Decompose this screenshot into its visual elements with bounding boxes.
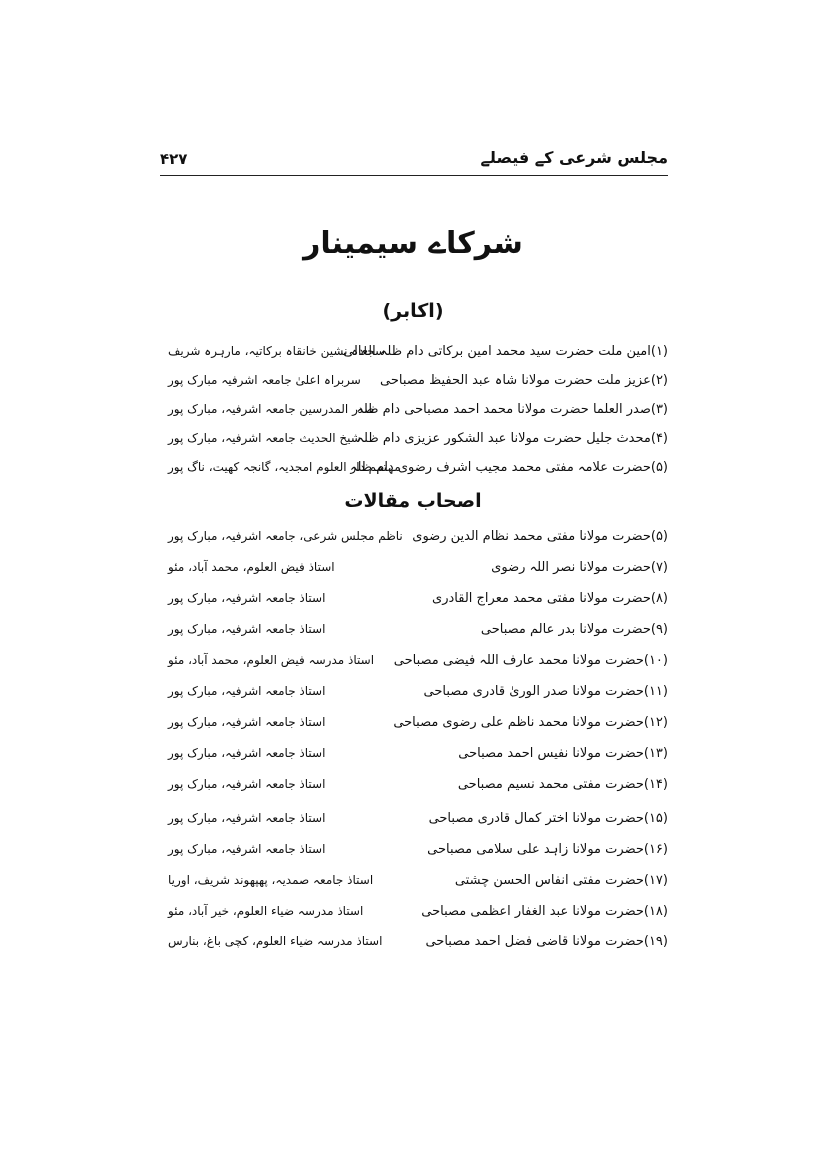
list-item xyxy=(160,622,668,648)
running-title: مجلس شرعی کے فیصلے xyxy=(480,148,668,167)
participant-role: استاذ جامعہ اشرفیہ، مبارک پور xyxy=(168,684,326,698)
participant-role: استاذ مدرسہ فیض العلوم، محمد آباد، مئو xyxy=(168,653,375,667)
participant-name: (۵)حضرت علامہ مفتی محمد مجیب اشرف رضوی دام ظلہ xyxy=(349,460,668,475)
list-item xyxy=(160,460,668,486)
participant-name: (۱۷)حضرت مفتی انفاس الحسن چشتی xyxy=(454,873,668,888)
participant-name: (۱۲)حضرت مولانا محمد ناظم علی رضوی مصباحی xyxy=(393,715,668,730)
list-item xyxy=(160,560,668,586)
list-item xyxy=(160,934,668,960)
participant-role: استاذ جامعہ اشرفیہ، مبارک پور xyxy=(168,746,326,760)
participant-role: سجادہ نشین خانقاہ برکاتیہ، مارہرہ شریف xyxy=(168,344,386,358)
participant-role: استاذ جامعہ اشرفیہ، مبارک پور xyxy=(168,777,326,791)
participant-name: (۱۴)حضرت مفتی محمد نسیم مصباحی xyxy=(457,777,668,792)
list-item xyxy=(160,842,668,868)
list-item xyxy=(160,373,668,399)
list-item xyxy=(160,653,668,679)
participant-name: (۱۰)حضرت مولانا محمد عارف اللہ فیضی مصباحی xyxy=(393,653,668,668)
participant-role: استاذ جامعہ اشرفیہ، مبارک پور xyxy=(168,715,326,729)
participant-role: استاذ مدرسہ ضیاء العلوم، کچی باغ، بنارس xyxy=(168,934,383,948)
list-item xyxy=(160,811,668,837)
participant-name: (۵)حضرت مولانا مفتی محمد نظام الدین رضوی xyxy=(412,529,668,544)
participant-role: استاذ جامعہ صمدیہ، پھپھوند شریف، اوریا xyxy=(168,873,374,887)
participant-name: (۹)حضرت مولانا بدر عالم مصباحی xyxy=(480,622,668,637)
participant-role: استاذ فیض العلوم، محمد آباد، مئو xyxy=(168,560,335,574)
list-item xyxy=(160,873,668,899)
list-item xyxy=(160,904,668,930)
participant-name: (۷)حضرت مولانا نصر اللہ رضوی xyxy=(491,560,668,575)
ashab-heading: اصحاب مقالات xyxy=(344,490,482,512)
list-item xyxy=(160,431,668,457)
page-number: ۴۲۷ xyxy=(160,150,188,168)
participant-role: ناظم مجلس شرعی، جامعہ اشرفیہ، مبارک پور xyxy=(168,529,403,543)
participant-name: (۳)صدر العلما حضرت مولانا محمد احمد مصباحی دام ظلہ xyxy=(356,402,668,417)
page-title: شرکاے سیمینار xyxy=(303,226,523,261)
participant-role: سربراہ اعلیٰ جامعہ اشرفیہ مبارک پور xyxy=(168,373,361,387)
participant-name: (۱)امین ملت حضرت سید محمد امین برکاتی دام ظلہ العالی xyxy=(343,344,668,359)
list-item xyxy=(160,402,668,428)
participant-role: استاذ جامعہ اشرفیہ، مبارک پور xyxy=(168,842,326,856)
participant-name: (۱۹)حضرت مولانا قاضی فضل احمد مصباحی xyxy=(425,934,668,949)
participant-name: (۱۳)حضرت مولانا نفیس احمد مصباحی xyxy=(458,746,668,761)
participant-name: (۱۶)حضرت مولانا زاہد علی سلامی مصباحی xyxy=(427,842,668,857)
participant-name: (۲)عزیز ملت حضرت مولانا شاہ عبد الحفیظ مصباحی xyxy=(380,373,668,388)
participant-role: استاذ مدرسہ ضیاء العلوم، خیر آباد، مئو xyxy=(168,904,364,918)
participant-name: (۴)محدث جلیل حضرت مولانا عبد الشکور عزیزی دام ظلہ xyxy=(356,431,668,446)
participant-role: شیخ الحدیث جامعہ اشرفیہ، مبارک پور xyxy=(168,431,361,445)
participant-role: استاذ جامعہ اشرفیہ، مبارک پور xyxy=(168,591,326,605)
header-rule xyxy=(160,175,668,176)
participant-role: صدر المدرسین جامعہ اشرفیہ، مبارک پور xyxy=(168,402,375,416)
akabir-heading: (اکابر) xyxy=(382,300,444,322)
list-item xyxy=(160,344,668,370)
participant-name: (۱۱)حضرت مولانا صدر الوریٰ قادری مصباحی xyxy=(423,684,668,699)
list-item xyxy=(160,715,668,741)
participant-name: (۱۸)حضرت مولانا عبد الغفار اعظمی مصباحی xyxy=(421,904,668,919)
participant-name: (۸)حضرت مولانا مفتی محمد معراج القادری xyxy=(432,591,668,606)
participant-role: استاذ جامعہ اشرفیہ، مبارک پور xyxy=(168,622,326,636)
participant-role: مہتمم دار العلوم امجدیہ، گانجہ کھیت، ناگ پور xyxy=(168,460,401,474)
list-item xyxy=(160,777,668,803)
list-item xyxy=(160,746,668,772)
running-header xyxy=(160,148,668,176)
list-item xyxy=(160,684,668,710)
participant-name: (۱۵)حضرت مولانا اختر کمال قادری مصباحی xyxy=(428,811,668,826)
participant-role: استاذ جامعہ اشرفیہ، مبارک پور xyxy=(168,811,326,825)
list-item xyxy=(160,591,668,617)
list-item xyxy=(160,529,668,555)
